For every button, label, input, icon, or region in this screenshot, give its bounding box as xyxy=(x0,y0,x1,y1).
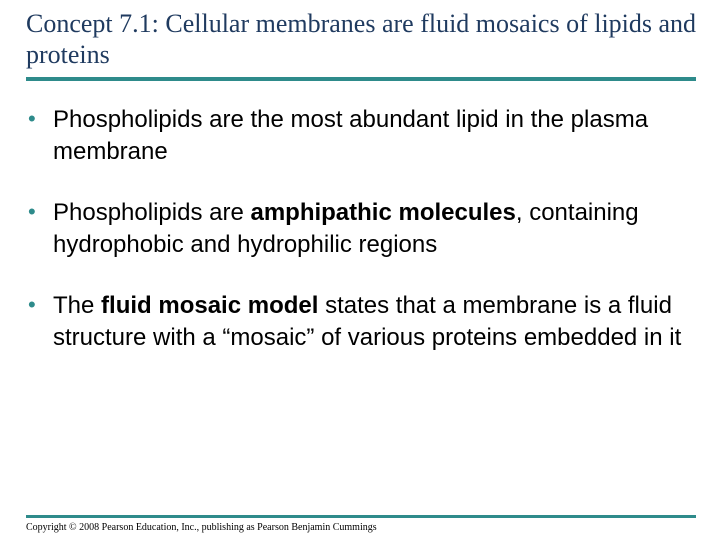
footer-divider xyxy=(26,515,696,518)
copyright-notice: Copyright © 2008 Pearson Education, Inc., publishing as Pearson Benjamin Cummings xyxy=(26,522,377,533)
bullet-list xyxy=(28,104,700,354)
bullet-text: Phospholipids are the most abundant lipid in the plasma membrane xyxy=(53,106,649,165)
bullet-text-after: , containing hydrophobic and hydrophilic regions xyxy=(53,199,639,258)
bullet-dot-icon: • xyxy=(28,292,36,317)
bullet-term: amphipathic molecules xyxy=(250,199,516,226)
bullet-text-after: states that a membrane is a fluid structure with a “mosaic” of various proteins embedded in it xyxy=(53,292,682,351)
bullet-text-before: Phospholipids are xyxy=(53,199,251,226)
bullet-text-before: The xyxy=(53,292,102,319)
slide-title: Concept 7.1: Cellular membranes are fluid mosaics of lipids and proteins xyxy=(26,9,697,69)
bullet-item xyxy=(28,197,700,261)
bullet-term: fluid mosaic model xyxy=(101,292,319,319)
title-divider xyxy=(26,77,696,81)
bullet-item xyxy=(28,290,700,354)
bullet-item xyxy=(28,104,700,168)
bullet-dot-icon: • xyxy=(28,199,36,224)
bullet-dot-icon: • xyxy=(28,106,36,131)
